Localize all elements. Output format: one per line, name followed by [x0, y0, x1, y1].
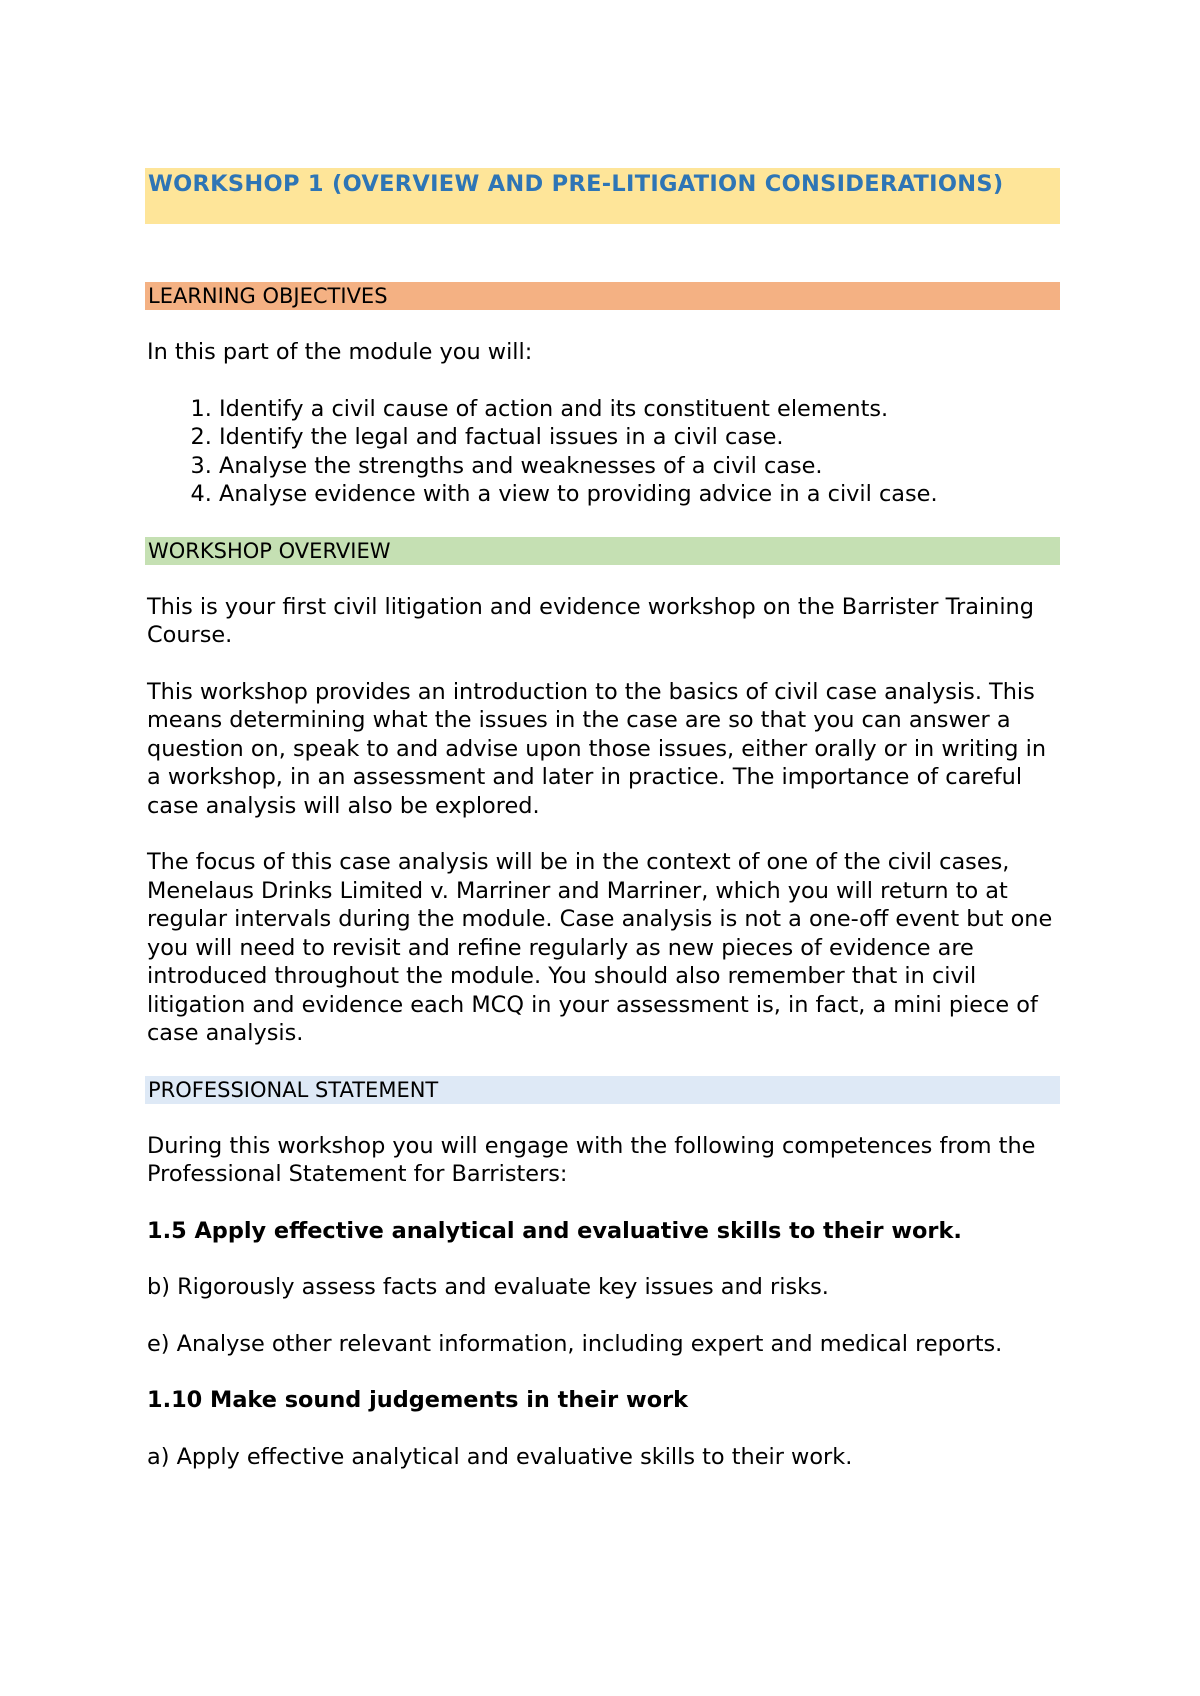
competence-heading: 1.10 Make sound judgements in their work	[147, 1387, 689, 1413]
overview-paragraph: This is your first civil litigation and evidence workshop on the Barrister Training Course.	[147, 593, 1034, 648]
competence-item: e) Analyse other relevant information, including expert and medical reports.	[147, 1330, 1003, 1357]
list-item: 4. Analyse evidence with a view to providing advice in a civil case.	[219, 480, 1060, 509]
professional-statement-heading: PROFESSIONAL STATEMENT	[145, 1076, 1060, 1104]
document-title: WORKSHOP 1 (OVERVIEW AND PRE-LITIGATION CONSIDERATIONS)	[148, 171, 1004, 197]
list-item: 2. Identify the legal and factual issues in a civil case.	[219, 423, 1060, 452]
competence-item: a) Apply effective analytical and evaluative skills to their work.	[147, 1443, 853, 1470]
overview-paragraph: The focus of this case analysis will be in the context of one of the civil cases, Menelaus Drinks Limited v. Marriner and Marriner, which you will return to at regular intervals during the module. Case analysis is not a one-off event but one you will need to revisit and refine regularly as new pieces of evidence are introduced throughout the module. You should also remember that in civil litigation and evidence each MCQ in your assessment is, in fact, a mini piece of case analysis.	[147, 849, 1053, 1046]
statement-intro: During this workshop you will engage with the following competences from the Professional Statement for Barristers:	[147, 1132, 1036, 1187]
list-item: 3. Analyse the strengths and weaknesses of a civil case.	[219, 452, 1060, 481]
competence-heading: 1.5 Apply effective analytical and evaluative skills to their work.	[147, 1217, 962, 1244]
workshop-overview-heading: WORKSHOP OVERVIEW	[145, 537, 1060, 565]
learning-objectives-heading: LEARNING OBJECTIVES	[145, 282, 1060, 310]
competence-item: b) Rigorously assess facts and evaluate key issues and risks.	[147, 1274, 829, 1300]
title-band	[145, 168, 1060, 224]
list-item: 1. Identify a civil cause of action and its constituent elements.	[219, 395, 1060, 424]
objectives-intro: In this part of the module you will:	[147, 339, 533, 365]
document-page	[145, 168, 1060, 1471]
objectives-list	[145, 395, 1060, 509]
overview-paragraph: This workshop provides an introduction to the basics of civil case analysis. This means determining what the issues in the case are so that you can answer a question on, speak to and advise upon those issues, either orally or in writing in a workshop, in an assessment and later in practice. The importance of careful case analysis will also be explored.	[147, 678, 1047, 819]
